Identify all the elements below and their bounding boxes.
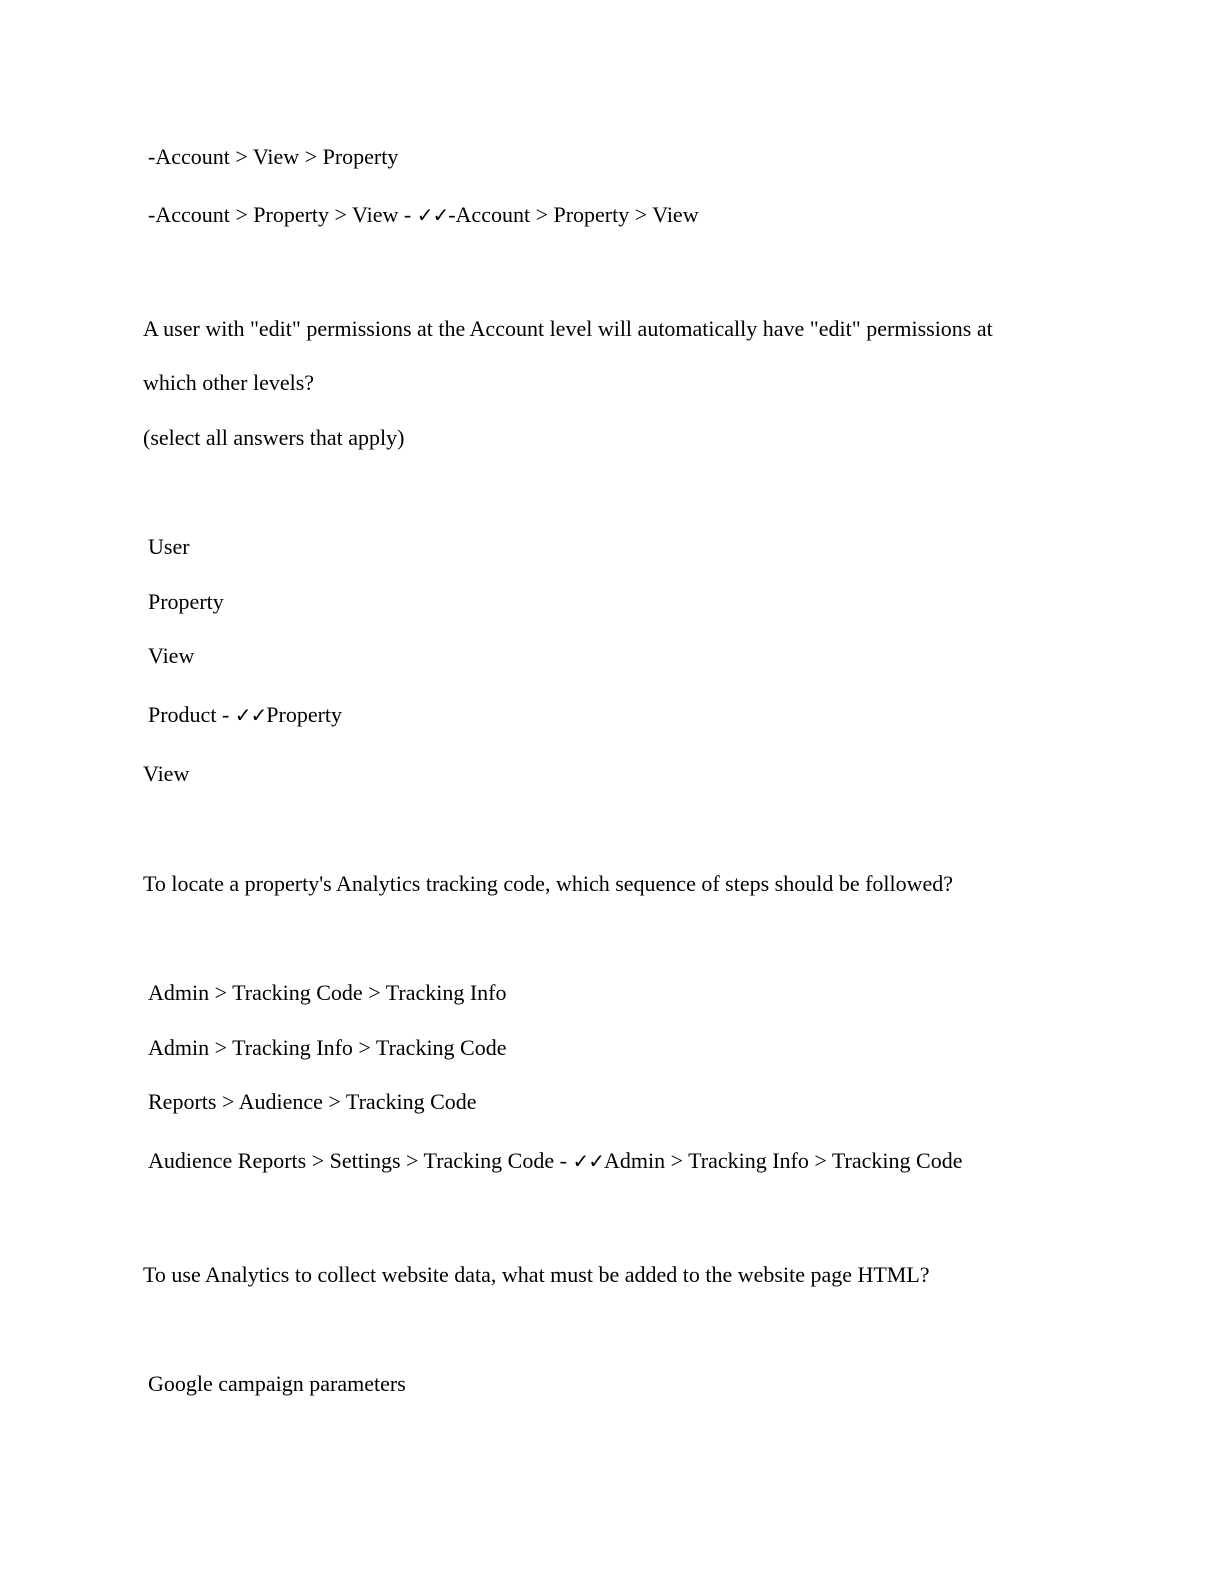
q3-option-4-text: Audience Reports > Settings > Tracking Code - <box>148 1148 573 1173</box>
q4-option-1: Google campaign parameters <box>148 1371 406 1396</box>
q2-option-4-text: Product - <box>148 702 235 727</box>
check-mark-icon: ✓✓ <box>234 703 267 727</box>
q1-option-2-text: -Account > Property > View - <box>148 202 417 227</box>
q2-option-1: User <box>148 534 190 559</box>
q2-instruction: (select all answers that apply) <box>143 425 405 450</box>
q4-question: To use Analytics to collect website data, what must be added to the website page HTML? <box>143 1262 930 1287</box>
check-mark-icon: ✓✓ <box>572 1149 604 1173</box>
q1-option-2 <box>148 204 699 226</box>
q3-option-2: Admin > Tracking Info > Tracking Code <box>148 1035 507 1060</box>
q2-answer-1: Property <box>266 702 343 727</box>
q3-answer: Admin > Tracking Info > Tracking Code <box>603 1148 963 1173</box>
q2-question-line-1: A user with "edit" permissions at the Account level will automatically have "edit" permissions at <box>143 316 993 341</box>
q1-option-1: -Account > View > Property <box>148 144 399 169</box>
q3-question: To locate a property's Analytics tracking code, which sequence of steps should be followed? <box>143 871 954 896</box>
check-mark-icon: ✓✓ <box>416 203 449 227</box>
q1-answer: -Account > Property > View <box>448 202 699 227</box>
q2-option-2: Property <box>148 589 224 614</box>
q3-option-1: Admin > Tracking Code > Tracking Info <box>148 980 507 1005</box>
q2-question-line-2: which other levels? <box>143 370 315 395</box>
q3-option-4 <box>148 1150 962 1172</box>
q2-option-4 <box>148 704 342 726</box>
q2-answer-2: View <box>143 761 190 786</box>
q2-option-3: View <box>148 643 195 668</box>
q3-option-3: Reports > Audience > Tracking Code <box>148 1089 477 1114</box>
